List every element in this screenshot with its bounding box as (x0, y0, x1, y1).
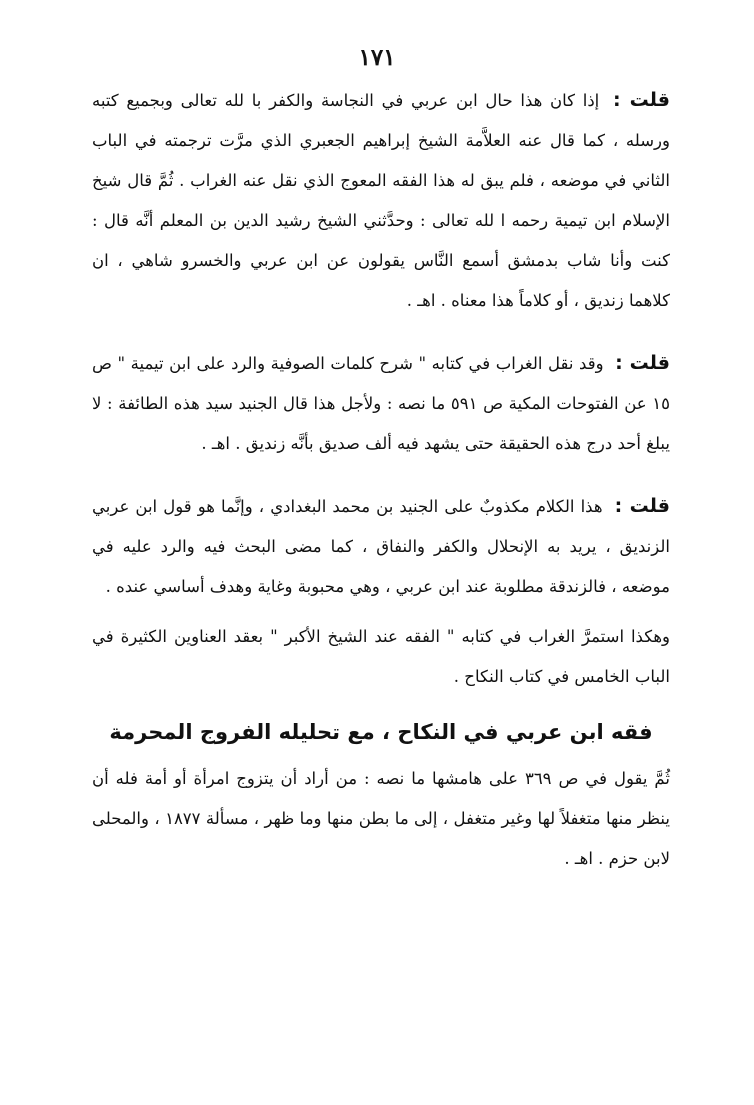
paragraph-text: وقد نقل الغراب في كتابه " شرح كلمات الصوفية والرد على ابن تيمية " ص ١٥ عن الفتوحات المكية ص ٥٩١ ما نصه : ولأجل هذا قال الجنيد سيد هذه الطائفة : لا يبلغ أحد درج هذه الحقيقة حتى يشهد فيه ألف صديق بأنَّه زنديق . اهـ . (92, 354, 670, 453)
page-body (92, 80, 670, 901)
paragraph-1 (92, 80, 670, 321)
page-number: ١٧١ (358, 44, 396, 71)
qult-label: قلت : (615, 352, 670, 374)
final-paragraph: ثُمَّ يقول في ص ٣٦٩ على هامشها ما نصه : من أراد أن يتزوج امرأة أو أمة فله أن ينظر منها متغفلاً لها وغير متغفل ، إلى ما بطن منها وما ظهر ، مسألة ١٨٧٧ ، والمحلى لابن حزم . اهـ . (92, 769, 671, 868)
paragraph-2 (92, 343, 670, 464)
paragraph-text: هذا الكلام مكذوبٌ على الجنيد بن محمد البغدادي ، وإنَّما هو قول ابن عربي الزنديق ، يريد به الإنحلال والكفر والنفاق ، كما مضى البحث فيه والرد عليه في موضعه ، فالزندقة مطلوبة عند ابن عربي ، وهي محبوبة وغاية وهدف أساسي عنده . (92, 497, 670, 596)
paragraph-text: إذا كان هذا حال ابن عربي في النجاسة والكفر با لله تعالى وبجميع كتبه ورسله ، كما قال عنه العلاَّمة الشيخ إبراهيم الجعبري الذي مرَّت ترجمته في الباب الثاني في موضعه ، فلم يبق له هذا الفقه المعوج الذي نقل عنه الغراب . ثُمَّ قال شيخ الإسلام ابن تيمية رحمه ا لله تعالى : وحدَّثني الشيخ رشيد الدين بن المعلم أنَّه قال : كنت وأنا شاب بدمشق أسمع النَّاس يقولون عن ابن عربي والخسرو شاهي ، ان كلاهما زنديق ، أو كلاماً هذا معناه . اهـ . (92, 91, 670, 310)
qult-label: قلت : (614, 495, 670, 517)
paragraph-text: وهكذا استمرَّ الغراب في كتابه " الفقه عند الشيخ الأكبر " بعقد العناوين الكثيرة في الباب الخامس في كتاب النكاح . (92, 627, 670, 686)
paragraph-3 (92, 486, 670, 607)
section-heading: فقه ابن عربي في النكاح ، مع تحليله الفروج المحرمة (109, 720, 653, 744)
qult-label: قلت : (613, 89, 670, 111)
paragraph-4 (92, 617, 670, 697)
